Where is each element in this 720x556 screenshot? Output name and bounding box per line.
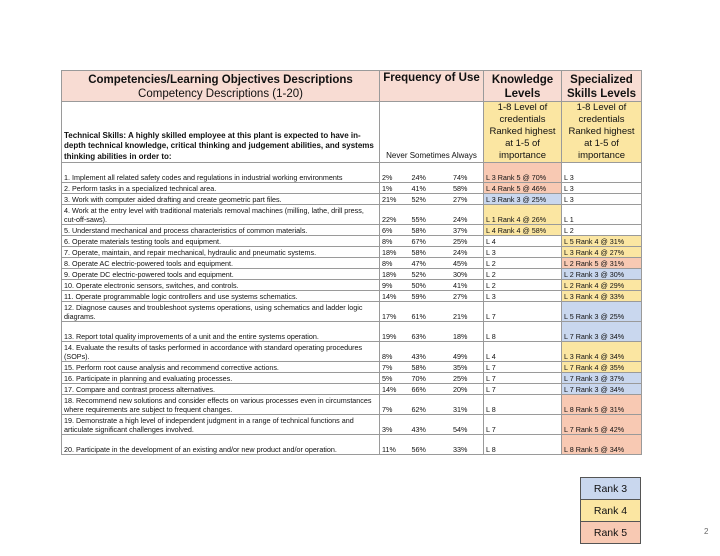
competency-description: 5. Understand mechanical and process characteristics of common materials. (62, 225, 380, 236)
frequency-cell (380, 205, 484, 225)
skills-header: Specialized Skills Levels (562, 71, 642, 102)
skills-level: L 1 (562, 205, 642, 225)
knowledge-level: L 8 (484, 395, 562, 415)
intro-text: Technical Skills: A highly skilled employee at this plant is expected to have in-depth technical knowledge, critical thinking and judgement abilities, and systems thinking abilities in order to: (62, 102, 380, 163)
skills-level: L 3 (562, 163, 642, 183)
freq-sometimes-value: 58% (411, 363, 426, 372)
competency-description: 15. Perform root cause analysis and recommend corrective actions. (62, 362, 380, 373)
frequency-cell (380, 322, 484, 342)
competency-description: 17. Compare and contrast process alternatives. (62, 384, 380, 395)
freq-never-value: 14% (382, 292, 397, 301)
skills-level: L 2 Rank 4 @ 29% (562, 280, 642, 291)
freq-sometimes-label: Sometimes (409, 151, 450, 160)
freq-never-value: 14% (382, 385, 397, 394)
skills-level: L 8 Rank 5 @ 34% (562, 435, 642, 455)
freq-sometimes-value: 62% (411, 405, 426, 414)
competency-description: 20. Participate in the development of an existing and/or new product and/or operation. (62, 435, 380, 455)
freq-always-label: Always (451, 151, 477, 160)
skills-level: L 3 Rank 4 @ 27% (562, 247, 642, 258)
freq-never-value: 22% (382, 215, 397, 224)
table-row (62, 342, 642, 362)
competency-header-subtitle: Competency Descriptions (1-20) (138, 88, 303, 100)
freq-always-value: 33% (453, 445, 468, 454)
freq-never-value: 5% (382, 374, 393, 383)
freq-sometimes-value: 63% (411, 332, 426, 341)
freq-never-value: 8% (382, 259, 393, 268)
competency-description: 3. Work with computer aided drafting and create geometric part files. (62, 194, 380, 205)
table-row (62, 384, 642, 395)
knowledge-level: L 7 (484, 384, 562, 395)
table-row (62, 395, 642, 415)
frequency-cell (380, 183, 484, 194)
frequency-cell (380, 291, 484, 302)
skills-level: L 7 Rank 3 @ 34% (562, 322, 642, 342)
frequency-cell (380, 435, 484, 455)
freq-never-value: 9% (382, 281, 393, 290)
competency-header-title: Competencies/Learning Objectives Descriptions (88, 74, 353, 86)
competency-description: 16. Participate in planning and evaluating processes. (62, 373, 380, 384)
freq-always-value: 20% (453, 385, 468, 394)
freq-never-value: 8% (382, 237, 393, 246)
table-row (62, 269, 642, 280)
page-number: 2 (704, 527, 709, 536)
skills-level: L 7 Rank 3 @ 37% (562, 373, 642, 384)
freq-sometimes-value: 47% (411, 259, 426, 268)
competency-description: 12. Diagnose causes and troubleshoot systems operations, using schematics and ladder logic diagrams. (62, 302, 380, 322)
knowledge-level: L 8 (484, 322, 562, 342)
frequency-cell (380, 194, 484, 205)
frequency-cell (380, 384, 484, 395)
competency-description: 4. Work at the entry level with traditional materials removal machines (milling, lathe, drill press, cut-off-saws). (62, 205, 380, 225)
freq-sometimes-value: 50% (411, 281, 426, 290)
table-row (62, 194, 642, 205)
freq-never-value: 18% (382, 270, 397, 279)
freq-always-value: 31% (453, 405, 468, 414)
knowledge-level: L 8 (484, 435, 562, 455)
knowledge-level: L 4 (484, 342, 562, 362)
table-header-row (62, 71, 642, 102)
skills-level: L 7 Rank 4 @ 35% (562, 362, 642, 373)
freq-always-value: 25% (453, 237, 468, 246)
freq-never-label: Never (386, 151, 408, 160)
freq-always-value: 37% (453, 226, 468, 235)
knowledge-level: L 1 Rank 4 @ 26% (484, 205, 562, 225)
freq-sometimes-value: 58% (411, 248, 426, 257)
knowledge-level: L 7 (484, 415, 562, 435)
frequency-cell (380, 236, 484, 247)
freq-sometimes-value: 55% (411, 215, 426, 224)
frequency-cell (380, 269, 484, 280)
skills-level: L 8 Rank 5 @ 31% (562, 395, 642, 415)
freq-always-value: 24% (453, 248, 468, 257)
freq-always-value: 30% (453, 270, 468, 279)
knowledge-level: L 2 (484, 280, 562, 291)
competency-description: 11. Operate programmable logic controllers and use systems schematics. (62, 291, 380, 302)
skills-level: L 3 (562, 194, 642, 205)
competency-header (62, 71, 380, 102)
freq-always-value: 27% (453, 292, 468, 301)
skills-level: L 2 Rank 5 @ 31% (562, 258, 642, 269)
freq-sometimes-value: 41% (411, 184, 426, 193)
competency-table (61, 70, 642, 455)
skills-level: L 3 Rank 4 @ 33% (562, 291, 642, 302)
table-row (62, 280, 642, 291)
skills-level: L 7 Rank 3 @ 34% (562, 384, 642, 395)
table-row (62, 183, 642, 194)
freq-sometimes-value: 43% (411, 352, 426, 361)
freq-sometimes-value: 59% (411, 292, 426, 301)
freq-never-value: 7% (382, 363, 393, 372)
frequency-cell (380, 373, 484, 384)
table-row (62, 435, 642, 455)
skills-credentials-note: 1-8 Level of credentials Ranked highest at 1-5 of importance (562, 102, 642, 163)
freq-never-value: 3% (382, 425, 393, 434)
table-row (62, 291, 642, 302)
competency-description: 9. Operate DC electric-powered tools and equipment. (62, 269, 380, 280)
frequency-cell (380, 302, 484, 322)
competency-description: 13. Report total quality improvements of a unit and the entire systems operation. (62, 322, 380, 342)
freq-sometimes-value: 67% (411, 237, 426, 246)
freq-sometimes-value: 66% (411, 385, 426, 394)
freq-never-value: 2% (382, 173, 393, 182)
frequency-cell (380, 342, 484, 362)
frequency-cell (380, 225, 484, 236)
frequency-cell (380, 163, 484, 183)
freq-never-value: 17% (382, 312, 397, 321)
knowledge-level: L 2 (484, 269, 562, 280)
freq-always-value: 27% (453, 195, 468, 204)
competency-description: 19. Demonstrate a high level of independent judgment in a range of technical functions and articulate significant challenges involved. (62, 415, 380, 435)
skills-level: L 2 Rank 3 @ 30% (562, 269, 642, 280)
table-row (62, 236, 642, 247)
skills-level: L 3 (562, 183, 642, 194)
frequency-cell (380, 247, 484, 258)
freq-always-value: 35% (453, 363, 468, 372)
competency-description: 7. Operate, maintain, and repair mechanical, hydraulic and pneumatic systems. (62, 247, 380, 258)
competency-description: 18. Recommend new solutions and consider effects on various processes even in circumstances where requirements are subject to frequent changes. (62, 395, 380, 415)
freq-sometimes-value: 61% (411, 312, 426, 321)
knowledge-level: L 4 Rank 4 @ 58% (484, 225, 562, 236)
table-row (62, 247, 642, 258)
knowledge-level: L 4 Rank 5 @ 46% (484, 183, 562, 194)
knowledge-level: L 4 (484, 236, 562, 247)
knowledge-level: L 3 (484, 247, 562, 258)
knowledge-level: L 7 (484, 373, 562, 384)
freq-always-value: 74% (453, 173, 468, 182)
knowledge-level: L 3 (484, 291, 562, 302)
table-subheader-row (62, 102, 642, 163)
skills-level: L 5 Rank 4 @ 31% (562, 236, 642, 247)
competency-description: 1. Implement all related safety codes and regulations in industrial working environments (62, 163, 380, 183)
skills-level: L 5 Rank 3 @ 25% (562, 302, 642, 322)
frequency-scale (380, 102, 484, 163)
table-row (62, 362, 642, 373)
freq-never-value: 18% (382, 248, 397, 257)
legend-item: Rank 5 (581, 522, 641, 544)
freq-always-value: 54% (453, 425, 468, 434)
frequency-cell (380, 280, 484, 291)
freq-sometimes-value: 56% (411, 445, 426, 454)
legend-item: Rank 4 (581, 500, 641, 522)
freq-sometimes-value: 52% (411, 270, 426, 279)
competency-description: 8. Operate AC electric-powered tools and equipment. (62, 258, 380, 269)
rank-legend (580, 477, 641, 544)
freq-never-value: 7% (382, 405, 393, 414)
freq-sometimes-value: 43% (411, 425, 426, 434)
knowledge-level: L 7 (484, 302, 562, 322)
knowledge-level: L 2 (484, 258, 562, 269)
table-row (62, 258, 642, 269)
freq-sometimes-value: 24% (411, 173, 426, 182)
frequency-header: Frequency of Use (380, 71, 484, 102)
freq-always-value: 58% (453, 184, 468, 193)
table-row (62, 163, 642, 183)
frequency-cell (380, 395, 484, 415)
table-row (62, 205, 642, 225)
knowledge-credentials-note: 1-8 Level of credentials Ranked highest at 1-5 of importance (484, 102, 562, 163)
competency-description: 14. Evaluate the results of tasks performed in accordance with standard operating procedures (SOPs). (62, 342, 380, 362)
knowledge-level: L 3 Rank 5 @ 70% (484, 163, 562, 183)
competency-description: 10. Operate electronic sensors, switches, and controls. (62, 280, 380, 291)
knowledge-header: Knowledge Levels (484, 71, 562, 102)
freq-sometimes-value: 70% (411, 374, 426, 383)
competency-description: 2. Perform tasks in a specialized technical area. (62, 183, 380, 194)
freq-always-value: 21% (453, 312, 468, 321)
skills-level: L 2 (562, 225, 642, 236)
freq-never-value: 11% (382, 445, 396, 454)
frequency-cell (380, 258, 484, 269)
skills-level: L 7 Rank 5 @ 42% (562, 415, 642, 435)
freq-never-value: 8% (382, 352, 393, 361)
freq-always-value: 45% (453, 259, 468, 268)
skills-level: L 3 Rank 4 @ 34% (562, 342, 642, 362)
freq-never-value: 19% (382, 332, 397, 341)
frequency-cell (380, 415, 484, 435)
freq-always-value: 18% (453, 332, 468, 341)
knowledge-level: L 3 Rank 3 @ 25% (484, 194, 562, 205)
frequency-cell (380, 362, 484, 373)
table-row (62, 373, 642, 384)
freq-never-value: 6% (382, 226, 393, 235)
freq-always-value: 24% (453, 215, 468, 224)
table-row (62, 322, 642, 342)
freq-always-value: 49% (453, 352, 468, 361)
legend-item: Rank 3 (581, 478, 641, 500)
freq-sometimes-value: 58% (411, 226, 426, 235)
freq-sometimes-value: 52% (411, 195, 426, 204)
competency-description: 6. Operate materials testing tools and equipment. (62, 236, 380, 247)
table-row (62, 415, 642, 435)
table-row (62, 302, 642, 322)
freq-always-value: 25% (453, 374, 468, 383)
knowledge-level: L 7 (484, 362, 562, 373)
table-row (62, 225, 642, 236)
freq-never-value: 1% (382, 184, 393, 193)
freq-always-value: 41% (453, 281, 468, 290)
freq-never-value: 21% (382, 195, 397, 204)
